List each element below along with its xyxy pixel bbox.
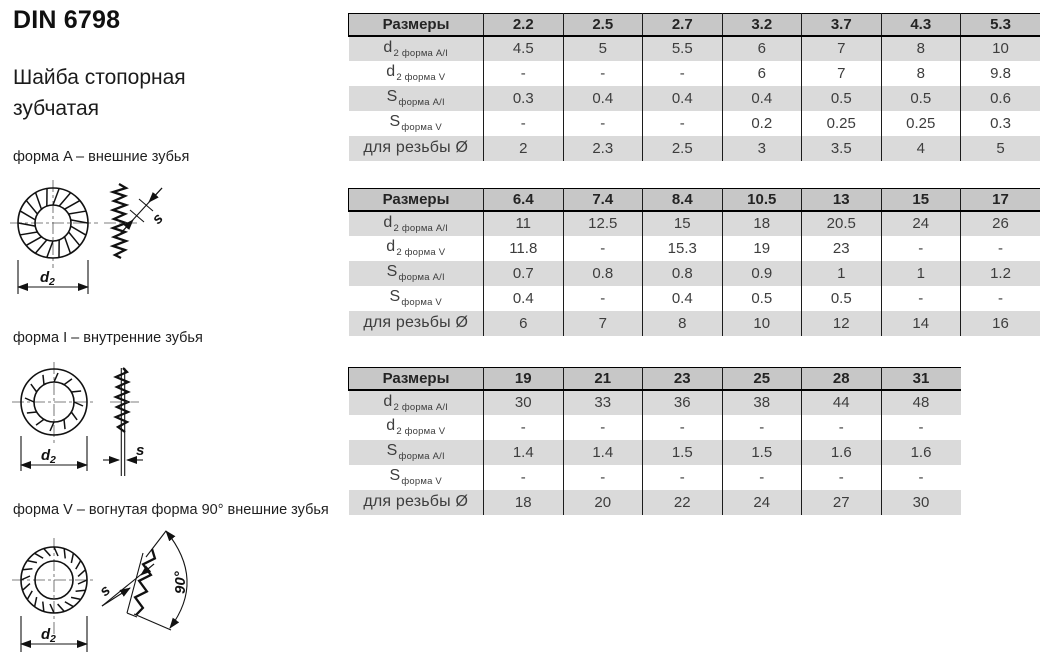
row-label-main: для резьбы Ø <box>363 493 469 510</box>
table-header-label: Размеры <box>349 189 484 211</box>
table-row <box>349 490 961 515</box>
size-column-header: 21 <box>563 368 643 390</box>
dimension-value-cell: 23 <box>802 236 882 261</box>
row-label-cell <box>349 61 484 86</box>
d2-label-main: d <box>40 269 50 286</box>
row-label-cell <box>349 440 484 465</box>
subtitle-line-2: зубчатая <box>13 97 100 120</box>
dimension-value-cell: - <box>484 465 564 490</box>
table-row <box>349 236 1041 261</box>
dimension-value-cell: 24 <box>881 211 961 236</box>
dimension-value-cell: 44 <box>802 390 882 415</box>
dimension-value-cell: - <box>563 61 643 86</box>
dimension-value-cell: - <box>802 465 882 490</box>
dimension-value-cell: 24 <box>722 490 802 515</box>
d2-dimension-v <box>21 616 87 652</box>
dimension-value-cell: 33 <box>563 390 643 415</box>
dimension-value-cell: 18 <box>484 490 564 515</box>
row-label-sub: форма А/I <box>398 97 445 108</box>
size-column-header: 13 <box>802 189 882 211</box>
dimension-value-cell: 12.5 <box>563 211 643 236</box>
d2-label-sub: 2 <box>50 454 56 466</box>
dimension-value-cell: 8 <box>881 36 961 61</box>
row-label-sub: форма А/I <box>398 451 445 462</box>
dimension-value-cell: 3 <box>722 136 802 161</box>
dimension-value-cell: 15.3 <box>643 236 723 261</box>
dimensions-table-medium-sizes <box>348 188 1040 336</box>
dimension-value-cell: - <box>643 111 723 136</box>
dimension-value-cell: 1.5 <box>643 440 723 465</box>
row-label-main: для резьбы Ø <box>363 139 469 156</box>
form-v-label: форма V – вогнутая форма 90° внешние зубья <box>13 502 329 518</box>
row-label-sub: форма V <box>401 476 442 487</box>
dimension-value-cell: 0.4 <box>643 286 723 311</box>
row-label-cell <box>349 136 484 161</box>
row-label-cell <box>349 490 484 515</box>
dimension-value-cell: 5.5 <box>643 36 723 61</box>
dimension-value-cell: 16 <box>961 311 1041 336</box>
dimension-value-cell: - <box>722 465 802 490</box>
dimension-value-cell: 8 <box>881 61 961 86</box>
size-column-header: 8.4 <box>643 189 723 211</box>
dimension-value-cell: 8 <box>643 311 723 336</box>
dimension-value-cell: 4 <box>881 136 961 161</box>
size-column-header: 2.7 <box>643 14 723 36</box>
table-row <box>349 36 1041 61</box>
dimension-value-cell: - <box>643 465 723 490</box>
dimension-value-cell: 11.8 <box>484 236 564 261</box>
row-label-main: S <box>389 288 401 305</box>
dimension-value-cell: 7 <box>563 311 643 336</box>
dimension-value-cell: 1.2 <box>961 261 1041 286</box>
dimension-value-cell: 0.6 <box>961 86 1041 111</box>
dimension-value-cell: 0.8 <box>563 261 643 286</box>
row-label-sub: 2 форма А/I <box>393 222 449 234</box>
row-label-cell <box>349 390 484 415</box>
dimension-value-cell: 4.5 <box>484 36 564 61</box>
dimension-value-cell: 9.8 <box>961 61 1041 86</box>
dimension-value-cell: 7 <box>802 36 882 61</box>
table-header-row <box>349 189 1041 211</box>
table-row <box>349 311 1041 336</box>
row-label-cell <box>349 211 484 236</box>
table-row <box>349 390 961 415</box>
dimension-value-cell: - <box>484 111 564 136</box>
dimensions-table-large-sizes <box>348 367 961 515</box>
row-label-main: S <box>386 442 398 459</box>
dimension-value-cell: 10 <box>722 311 802 336</box>
dimension-value-cell: 0.5 <box>802 286 882 311</box>
dimension-value-cell: 0.3 <box>961 111 1041 136</box>
table-row <box>349 61 1041 86</box>
row-label-main: d <box>383 392 393 410</box>
table-header-label: Размеры <box>349 14 484 36</box>
table-row <box>349 286 1041 311</box>
row-label-main: d <box>386 63 396 80</box>
row-label-sub: форма V <box>401 297 442 308</box>
row-label-sub: 2 форма А/I <box>393 47 449 59</box>
row-label-sub: 2 форма V <box>396 72 446 83</box>
table-header-row <box>349 368 961 390</box>
dimension-value-cell: 38 <box>722 390 802 415</box>
dimension-value-cell: 1.4 <box>563 440 643 465</box>
dimension-value-cell: 2.3 <box>563 136 643 161</box>
d2-label-main: d <box>41 626 51 643</box>
row-label-main: d <box>383 213 393 231</box>
dimension-value-cell: 14 <box>881 311 961 336</box>
dimension-value-cell: 0.4 <box>643 86 723 111</box>
dimension-value-cell: 0.7 <box>484 261 564 286</box>
page-subtitle <box>13 62 186 124</box>
page-title: DIN 6798 <box>13 6 121 34</box>
table-header-row <box>349 14 1041 36</box>
size-column-header: 6.4 <box>484 189 564 211</box>
table-row <box>349 86 1041 111</box>
table-row <box>349 136 1041 161</box>
size-column-header: 2.5 <box>563 14 643 36</box>
table-row <box>349 415 961 440</box>
row-label-sub: 2 форма А/I <box>393 401 449 413</box>
dimension-value-cell: 0.4 <box>563 86 643 111</box>
dimension-value-cell: 0.8 <box>643 261 723 286</box>
washer-side-view-v-icon <box>96 531 189 630</box>
dimension-value-cell: 0.5 <box>881 86 961 111</box>
dimension-value-cell: - <box>802 415 882 440</box>
dimension-value-cell: - <box>881 286 961 311</box>
dimension-value-cell: 2.5 <box>643 136 723 161</box>
dimension-value-cell: - <box>881 465 961 490</box>
size-column-header: 17 <box>961 189 1041 211</box>
row-label-sub: 2 форма V <box>396 247 446 258</box>
d2-label-main: d <box>41 447 51 464</box>
dimension-value-cell: - <box>563 236 643 261</box>
dimension-value-cell: 0.25 <box>881 111 961 136</box>
dimension-value-cell: 1 <box>881 261 961 286</box>
row-label-main: d <box>386 238 396 255</box>
row-label-cell <box>349 261 484 286</box>
angle-90-label: 90° <box>172 571 189 594</box>
dimension-value-cell: - <box>484 61 564 86</box>
dimension-value-cell: - <box>961 286 1041 311</box>
dimension-value-cell: 0.4 <box>484 286 564 311</box>
dimension-value-cell: 11 <box>484 211 564 236</box>
row-label-main: для резьбы Ø <box>363 314 469 331</box>
s-label-a: s <box>148 209 167 228</box>
dimension-value-cell: - <box>563 286 643 311</box>
row-label-cell <box>349 86 484 111</box>
washer-front-view-v-icon <box>12 538 96 636</box>
dimension-value-cell: 0.5 <box>722 286 802 311</box>
size-column-header: 31 <box>881 368 961 390</box>
table-row <box>349 465 961 490</box>
size-column-header: 19 <box>484 368 564 390</box>
s-label-i: s <box>136 442 145 459</box>
washer-front-view-i-icon <box>12 362 96 444</box>
dimension-value-cell: 2 <box>484 136 564 161</box>
table-header-label: Размеры <box>349 368 484 390</box>
dimension-value-cell: - <box>722 415 802 440</box>
row-label-cell <box>349 236 484 261</box>
row-label-cell <box>349 465 484 490</box>
table-row <box>349 211 1041 236</box>
form-a-drawing <box>8 168 198 316</box>
size-column-header: 3.2 <box>722 14 802 36</box>
row-label-cell <box>349 415 484 440</box>
table-row <box>349 111 1041 136</box>
row-label-main: S <box>386 263 398 280</box>
row-label-main: S <box>389 113 401 130</box>
dimension-value-cell: 1.6 <box>881 440 961 465</box>
size-column-header: 10.5 <box>722 189 802 211</box>
dimension-value-cell: 20 <box>563 490 643 515</box>
size-column-header: 28 <box>802 368 882 390</box>
dimension-value-cell: 20.5 <box>802 211 882 236</box>
dimension-value-cell: 18 <box>722 211 802 236</box>
dimension-value-cell: 7 <box>802 61 882 86</box>
dimension-value-cell: 12 <box>802 311 882 336</box>
dimension-value-cell: 5 <box>563 36 643 61</box>
form-i-label: форма I – внутренние зубья <box>13 330 203 346</box>
dimension-value-cell: 27 <box>802 490 882 515</box>
dimension-value-cell: - <box>643 61 723 86</box>
dimension-value-cell: 0.2 <box>722 111 802 136</box>
dimension-value-cell: - <box>961 236 1041 261</box>
subtitle-line-1: Шайба стопорная <box>13 66 186 89</box>
dimension-value-cell: 1.5 <box>722 440 802 465</box>
dimension-value-cell: 22 <box>643 490 723 515</box>
dimension-value-cell: 1.6 <box>802 440 882 465</box>
dimension-value-cell: - <box>563 111 643 136</box>
dimension-value-cell: 6 <box>722 36 802 61</box>
washer-front-view-a-icon <box>10 180 98 268</box>
dimension-value-cell: 36 <box>643 390 723 415</box>
s-label-v: s <box>96 581 114 600</box>
dimension-value-cell: 6 <box>484 311 564 336</box>
dimension-value-cell: 1.4 <box>484 440 564 465</box>
table-row <box>349 261 1041 286</box>
dimension-value-cell: - <box>563 465 643 490</box>
row-label-cell <box>349 311 484 336</box>
dimension-value-cell: 10 <box>961 36 1041 61</box>
washer-side-view-a-icon <box>104 184 167 258</box>
form-v-drawing <box>8 520 238 661</box>
size-column-header: 4.3 <box>881 14 961 36</box>
dimension-value-cell: - <box>643 415 723 440</box>
row-label-cell <box>349 111 484 136</box>
d2-label-sub: 2 <box>49 276 55 288</box>
dimension-value-cell: - <box>881 236 961 261</box>
dimension-value-cell: 30 <box>881 490 961 515</box>
dimension-value-cell: 0.5 <box>802 86 882 111</box>
dimension-value-cell: - <box>881 415 961 440</box>
row-label-sub: 2 форма V <box>396 426 446 437</box>
d2-label-sub: 2 <box>50 633 56 645</box>
row-label-main: S <box>389 467 401 484</box>
dimension-value-cell: 5 <box>961 136 1041 161</box>
dimensions-table-small-sizes <box>348 13 1040 161</box>
size-column-header: 3.7 <box>802 14 882 36</box>
dimension-value-cell: 0.4 <box>722 86 802 111</box>
dimension-value-cell: 48 <box>881 390 961 415</box>
dimension-value-cell: 1 <box>802 261 882 286</box>
table-row <box>349 440 961 465</box>
dimension-value-cell: 0.9 <box>722 261 802 286</box>
size-column-header: 5.3 <box>961 14 1041 36</box>
row-label-cell <box>349 286 484 311</box>
dimension-value-cell: 30 <box>484 390 564 415</box>
form-a-label: форма A – внешние зубья <box>13 149 190 165</box>
row-label-sub: форма А/I <box>398 272 445 283</box>
row-label-main: d <box>383 38 393 56</box>
size-column-header: 7.4 <box>563 189 643 211</box>
row-label-main: d <box>386 417 396 434</box>
dimension-value-cell: - <box>563 415 643 440</box>
row-label-main: S <box>386 88 398 105</box>
row-label-cell <box>349 36 484 61</box>
dimension-value-cell: 0.25 <box>802 111 882 136</box>
size-column-header: 15 <box>881 189 961 211</box>
size-column-header: 25 <box>722 368 802 390</box>
dimension-value-cell: 15 <box>643 211 723 236</box>
dimension-value-cell: 3.5 <box>802 136 882 161</box>
row-label-sub: форма V <box>401 122 442 133</box>
dimension-value-cell: 19 <box>722 236 802 261</box>
dimension-value-cell: 26 <box>961 211 1041 236</box>
form-i-drawing <box>8 348 198 483</box>
washer-side-view-i-icon <box>103 368 144 476</box>
size-column-header: 23 <box>643 368 723 390</box>
size-column-header: 2.2 <box>484 14 564 36</box>
dimension-value-cell: 0.3 <box>484 86 564 111</box>
dimension-value-cell: 6 <box>722 61 802 86</box>
dimension-value-cell: - <box>484 415 564 440</box>
